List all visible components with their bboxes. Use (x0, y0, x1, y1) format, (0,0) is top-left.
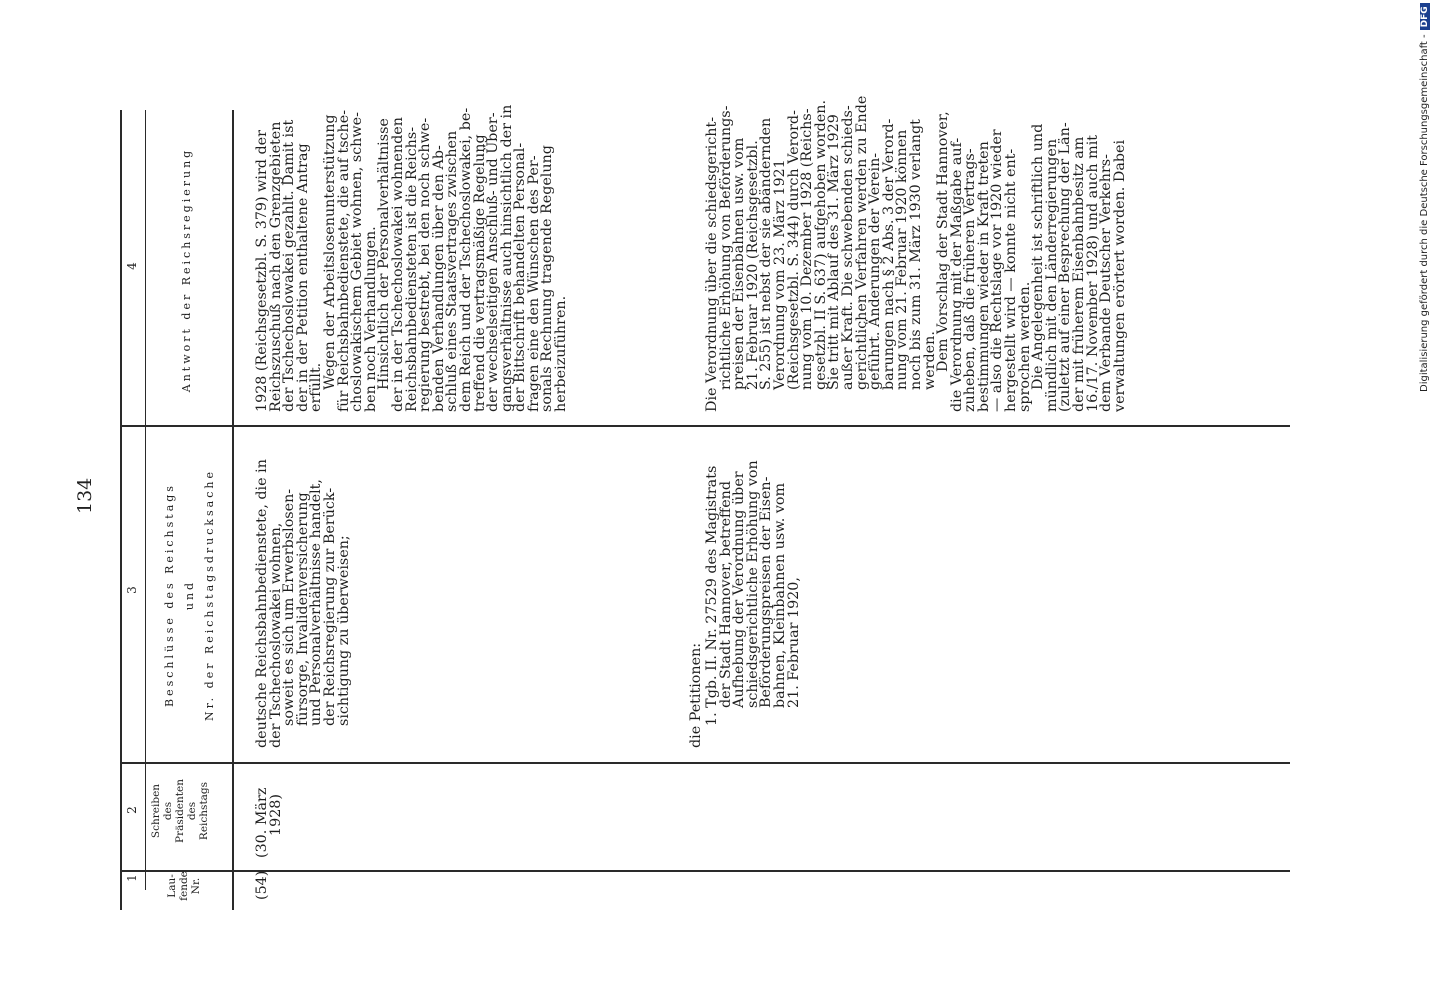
col1-label-line: Lau- (166, 874, 178, 898)
col1-number: 1 (125, 874, 139, 882)
antwort-line: der Tschechoslowakei gezahlt. Damit ist (281, 119, 298, 412)
antwort-line: treffend die vertragsmäßige Regelung (471, 134, 488, 412)
antwort-line: Reichsbahnbediensteten ist die Reichs- (403, 126, 420, 412)
col2-label-line: des (162, 801, 174, 821)
col4-number: 4 (125, 262, 139, 270)
antwort-line: die Verordnung mit der Maßgabe auf- (948, 137, 965, 412)
beschluss-text (256, 459, 351, 748)
antwort-line: Verordnung vom 23. März 1921 (771, 159, 788, 390)
antwort-line: gangsverhältnisse auch hinsichtlich der in (498, 104, 515, 412)
beschluss-line: sichtigung zu überweisen; (335, 535, 352, 726)
col2-label (150, 766, 210, 856)
entry-date (256, 788, 283, 858)
antwort-line: geführt. Änderungen der Verein- (867, 152, 884, 390)
col3-number: 3 (125, 586, 139, 594)
antwort-line: richtliche Erhöhung von Beförderungs- (717, 105, 734, 390)
antwort-line: Dem Vorschlag der Stadt Hannover, (935, 111, 952, 372)
dfg-logo: DFG (1420, 3, 1430, 30)
antwort-line: dem Verbande Deutscher Verkehrs- (1098, 154, 1115, 412)
antwort-line: S. 255) ist nebst der sie abändernden (758, 117, 775, 390)
petition-line: 21. Februar 1920, (785, 577, 802, 708)
date-line: (30. März (254, 787, 270, 858)
antwort-line: außer Kraft. Die schwebenden schieds- (839, 105, 856, 390)
antwort-line: Reichszuschuß nach den Grenzgebieten (267, 121, 284, 412)
number-row-divider (145, 110, 146, 890)
petition-line: schiedsgerichtliche Erhöhung von (744, 460, 761, 708)
col1-label (166, 866, 202, 906)
beschluss-line: der Tschechoslowakei wohnen, (267, 522, 284, 748)
antwort-line: der wechselseitigen Anschluß- und Über- (485, 112, 502, 412)
antwort-line: für Reichsbahnbedienstete, die auf tsche- (335, 109, 352, 412)
date-line: 1928) (267, 794, 284, 836)
antwort-line: benden Verhandlungen über den Ab- (430, 145, 447, 412)
antwort-line: sonals Rechnung tragende Regelung (539, 145, 556, 412)
col2-label-line: Präsidenten (174, 779, 186, 843)
antwort-line: werden. (921, 331, 938, 390)
antwort-line: gerichtlichen Verfahren werden zu Ende (853, 95, 870, 390)
petition-line: Aufhebung der Verordnung über (731, 471, 748, 708)
antwort-line: mündlich mit den Länderregierungen (1043, 138, 1060, 412)
antwort-line: dem Reich und der Tschechoslowakei, be- (457, 107, 474, 412)
antwort-line: Hinsichtlich der Personalverhältnisse (376, 118, 393, 390)
col3-label-line: Nr. der Reichstagsdrucksache (203, 469, 216, 722)
beschluss-line: deutsche Reichsbahnbedienstete, die in (254, 459, 270, 748)
col4-label (177, 120, 197, 420)
col2-label-line: des (186, 801, 198, 821)
petition-text (706, 460, 801, 748)
antwort-line: Sie tritt mit Ablauf des 31. März 1929 (826, 114, 843, 390)
antwort-line: preisen der Eisenbahnen usw. vom (731, 137, 748, 390)
antwort-line: der Bittschrift behandelten Personal- (512, 142, 529, 412)
antwort-block-2 (706, 96, 1127, 412)
antwort-line: sprochen werden. (1016, 281, 1033, 412)
col1-label-line: fende (178, 871, 190, 901)
antwort-line: regierung bestrebt, bei den noch schwe- (417, 117, 434, 412)
antwort-line: bestimmungen wieder in Kraft treten (975, 141, 992, 412)
beschluss-line: fürsorge, Invalidenversicherung (294, 492, 311, 726)
antwort-line: nung vom 21. Februar 1920 können (894, 129, 911, 390)
antwort-line: Wegen der Arbeitslosenunterstützung (321, 114, 338, 390)
antwort-block-1 (256, 105, 569, 412)
antwort-line: 1928 (Reichsgesetzbl. S. 379) wird der (254, 130, 270, 412)
header-divider (232, 110, 234, 910)
col1-label-line: Nr. (190, 877, 202, 895)
antwort-line: der in der Tschechoslowakei wohnenden (389, 117, 406, 412)
antwort-line: 21. Februar 1920 (Reichsgesetzbl. (744, 140, 761, 390)
col2-label-line: Schreiben (150, 783, 162, 839)
antwort-line: (Reichsgesetzbl. S. 344) durch Verord- (785, 110, 802, 390)
antwort-line: erfüllt. (308, 362, 325, 412)
rule-col3-col4 (120, 425, 1290, 427)
entry-number: (54) (254, 870, 270, 900)
col3-label (160, 435, 220, 755)
petition-line: 1. Tgb. II. Nr. 27529 des Magistrats (704, 465, 720, 726)
antwort-line: der mit früherem Eisenbahnbesitz am (1071, 136, 1088, 412)
antwort-line: fragen eine den Wünschen des Per- (525, 155, 542, 412)
antwort-line: Die Verordnung über die schiedsgericht- (704, 116, 720, 412)
petition-line: der Stadt Hannover, betreffend (717, 480, 734, 708)
beschluss-line: der Reichsregierung zur Berück- (321, 487, 338, 726)
petition-intro: die Petitionen: (688, 642, 704, 748)
antwort-line: hergestellt wird — konnte nicht ent- (1003, 148, 1020, 412)
antwort-line: noch bis zum 31. März 1930 verlangt (907, 119, 924, 390)
antwort-line: herbeizuführen. (553, 295, 570, 412)
antwort-line: (zuletzt auf einer Besprechung der Län- (1057, 122, 1074, 412)
rule-col2-col3 (120, 762, 1290, 764)
antwort-line: — also die Rechtslage vor 1920 wieder (989, 129, 1006, 412)
antwort-line: gesetzbl. II S. 637) aufgehoben worden. (812, 100, 829, 390)
antwort-line: choslowakischem Gebiet wohnen, schwe- (349, 112, 366, 412)
antwort-line: Die Angelegenheit ist schriftlich und (1030, 123, 1047, 390)
beschluss-line: und Personalverhältnisse handelt, (308, 479, 325, 726)
digitization-credit (1419, 2, 1430, 392)
col3-label-line: und (183, 579, 196, 611)
col3-label-line: Beschlüsse des Reichstags (163, 483, 176, 707)
antwort-line: 16./17. November 1928) und auch mit (1084, 134, 1101, 412)
rule-col1-col2 (120, 870, 1290, 872)
antwort-line: nung vom 10. Dezember 1928 (Reichs- (799, 108, 816, 390)
antwort-line: verwaltungen erörtert worden. Dabei (1111, 139, 1128, 412)
table-left-border (120, 110, 122, 910)
antwort-line: ben noch Verhandlungen. (362, 226, 379, 412)
petition-line: bahnen, Kleinbahnen usw. vom (771, 482, 788, 708)
col2-label-line: Reichstags (198, 781, 210, 841)
col4-label-line: Antwort der Reichsregierung (180, 147, 193, 393)
antwort-line: der in der Petition enthaltene Antrag (294, 143, 311, 412)
antwort-line: schluß eines Staatsvertrages zwischen (444, 130, 461, 412)
antwort-line: zuheben, daß die früheren Vertrags- (962, 148, 979, 412)
page-number: 134 (74, 477, 96, 514)
col2-number: 2 (125, 806, 139, 814)
beschluss-line: soweit es sich um Erwerbslosen- (281, 488, 298, 726)
antwort-line: barungen nach § 2 Abs. 3 der Verord- (880, 118, 897, 390)
petition-line: Beförderungspreisen der Eisen- (758, 476, 775, 708)
credit-text: Digitalisierung gefördert durch die Deutsche Forschungsgemeinschaft - (1419, 34, 1430, 392)
